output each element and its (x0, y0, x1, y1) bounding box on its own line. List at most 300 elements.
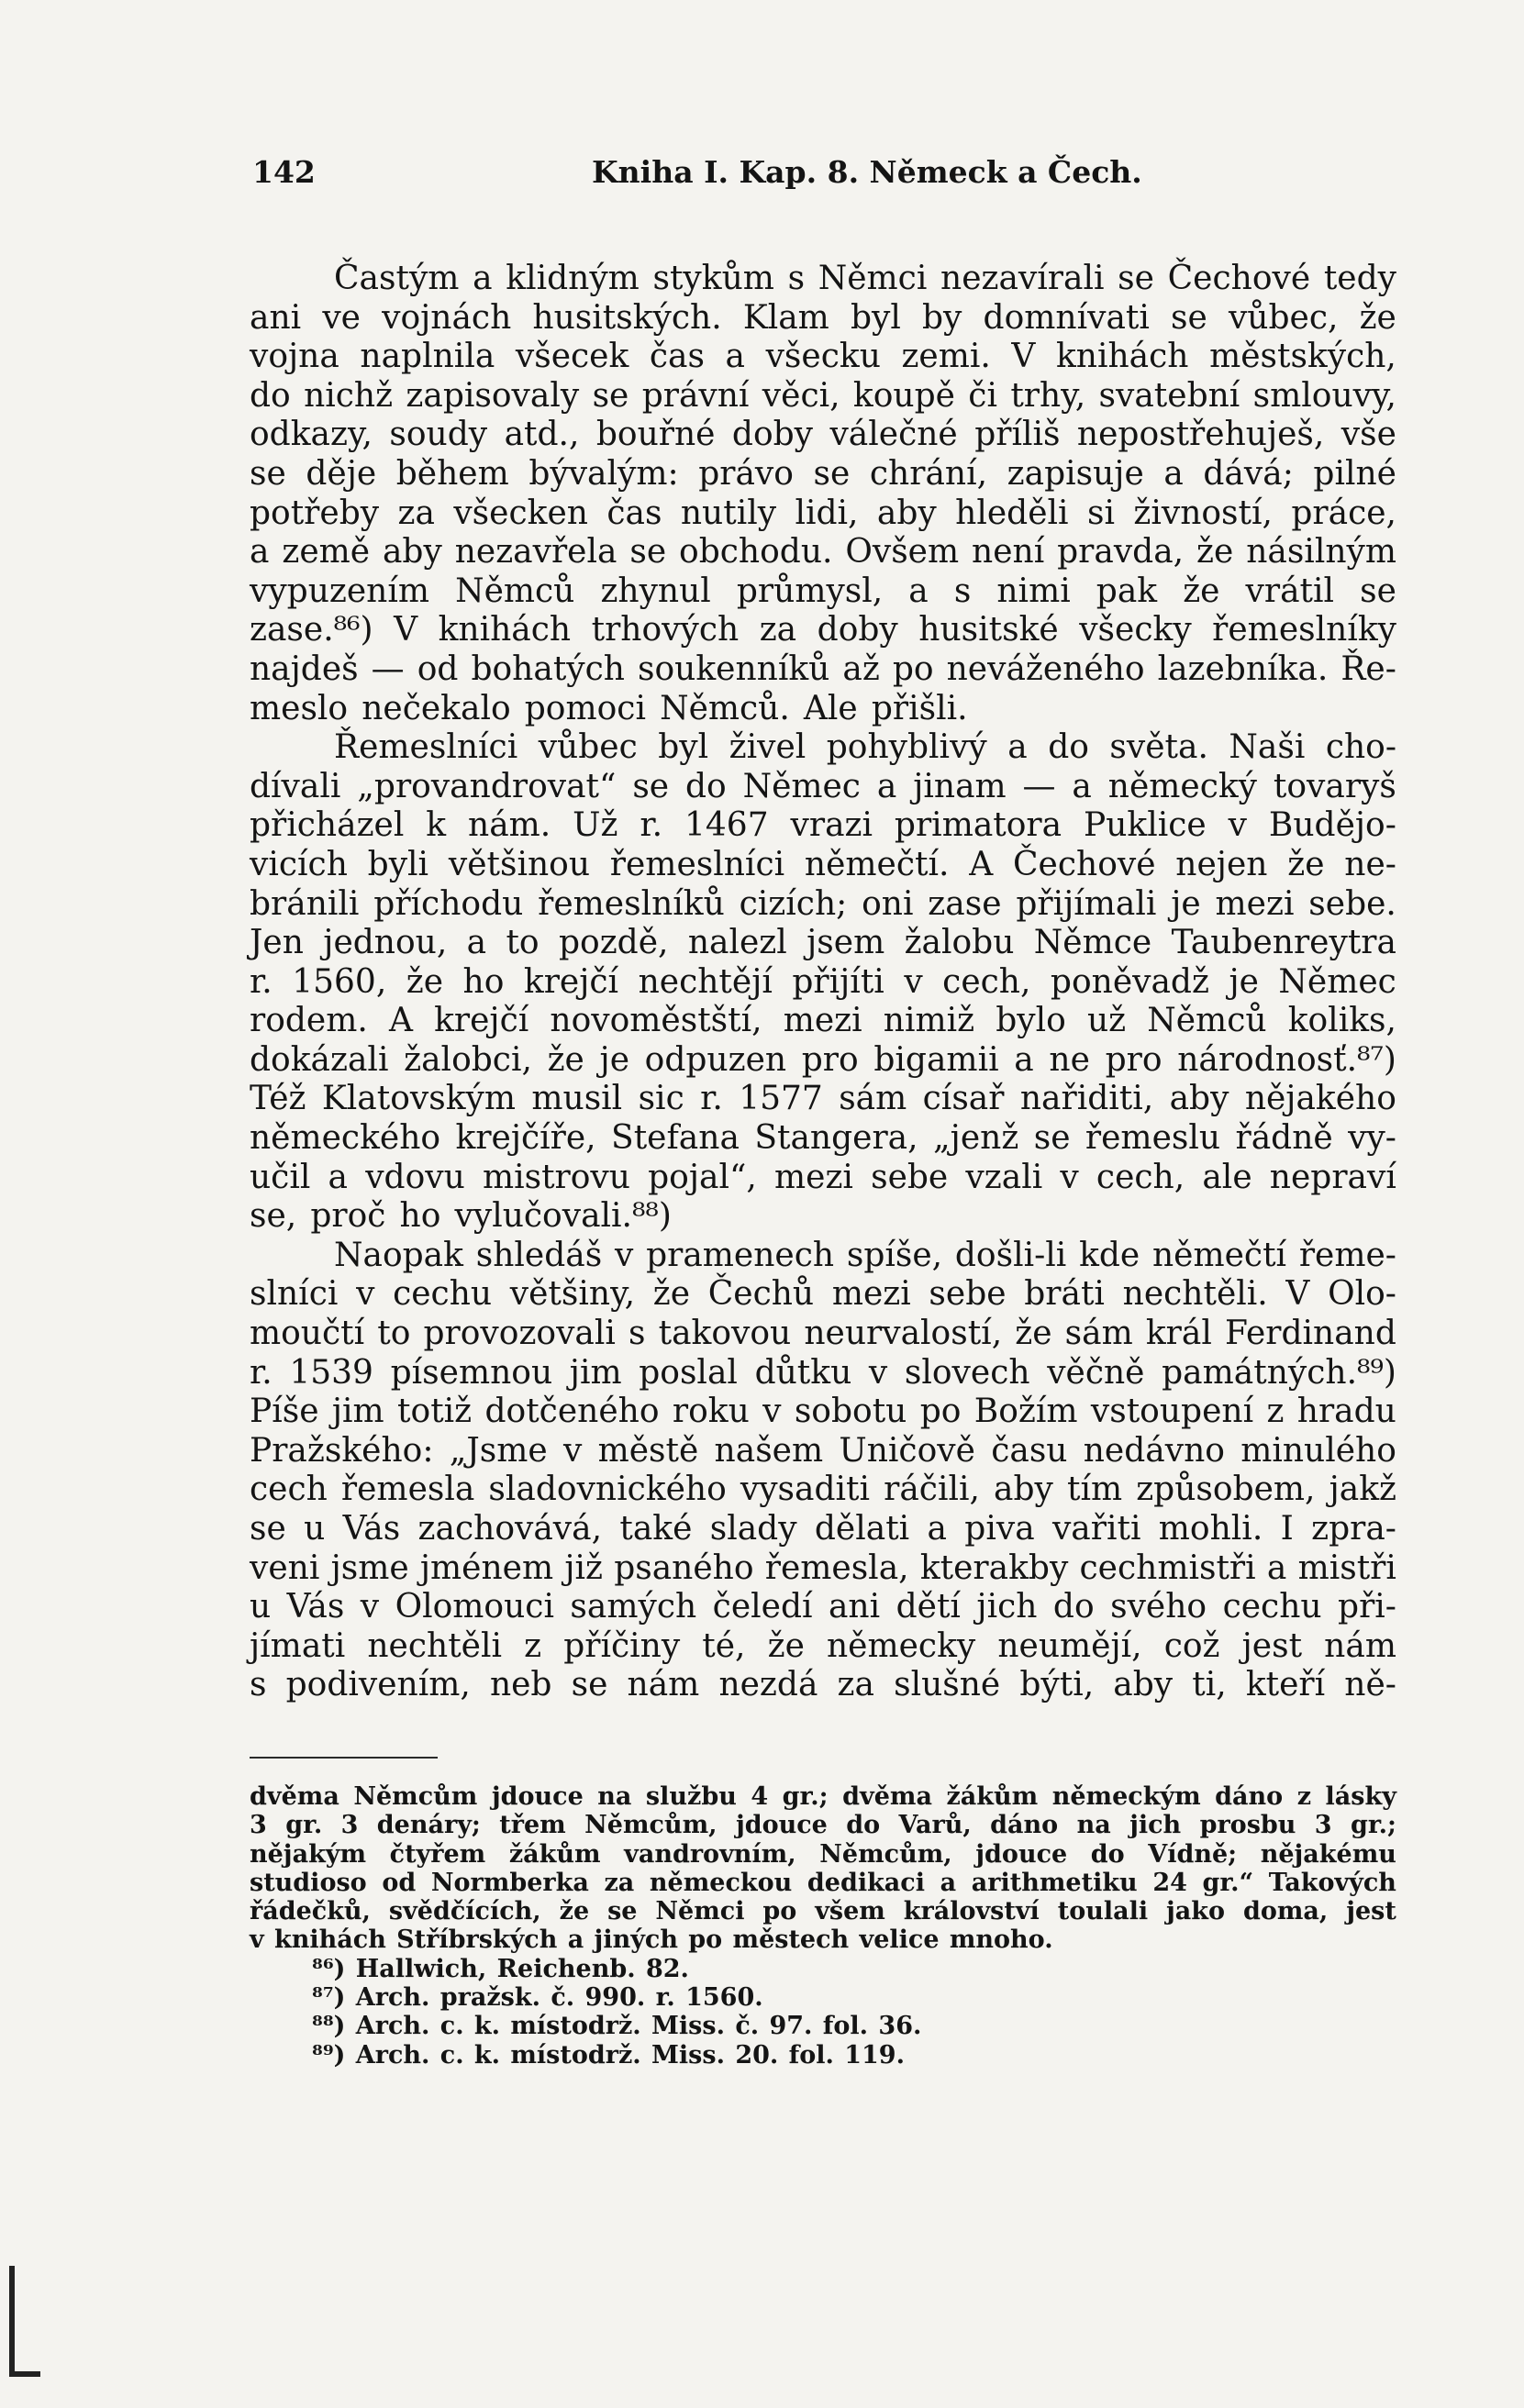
word: nalezl (687, 924, 787, 962)
footnote-line (250, 1840, 1396, 1869)
word: Čechů (707, 1275, 815, 1314)
word: a (927, 1510, 947, 1548)
word: gr.“ (1202, 1868, 1254, 1897)
word: vůbec, (1228, 298, 1339, 337)
word: arithmetiku (971, 1868, 1138, 1897)
word: zase (928, 884, 1002, 923)
word: při- (1338, 1588, 1396, 1626)
word: Takových (1268, 1868, 1396, 1897)
word: č. (551, 1983, 575, 2013)
word: samých (570, 1588, 697, 1626)
word: ho (399, 1197, 441, 1236)
word: všecku (765, 338, 881, 376)
word: do (1090, 1839, 1125, 1869)
word: ale (1202, 1158, 1252, 1196)
word: od (382, 1868, 417, 1897)
word: nepraví (1269, 1158, 1396, 1196)
word: dívali (250, 767, 341, 805)
page-header (252, 154, 1399, 200)
word: svatební (1098, 376, 1240, 415)
word: vysaditi (740, 1470, 871, 1509)
word: Ře- (1340, 649, 1396, 688)
word: a (466, 924, 487, 962)
word: písemnou (390, 1353, 553, 1392)
word: dokázali (250, 1040, 389, 1079)
word: piva (964, 1510, 1035, 1548)
footnote-line (250, 1955, 1396, 1983)
word: do (1052, 1588, 1095, 1626)
word: zase.⁸⁶) (250, 611, 373, 649)
word: se (1118, 260, 1154, 297)
word: řemesla (340, 1470, 475, 1509)
word: 3 (340, 1811, 359, 1840)
page-edge-mark (9, 2371, 40, 2377)
word: zapisovaly (406, 376, 580, 415)
word: do (250, 376, 291, 415)
text-line (250, 650, 1396, 690)
word: už (1086, 1002, 1127, 1040)
word: dáno (1215, 1782, 1284, 1811)
word: svědčících, (388, 1897, 541, 1926)
word: jménem (419, 1548, 554, 1587)
word: dedikaci (806, 1868, 925, 1897)
word: čeledí (712, 1588, 813, 1626)
word: dětí (895, 1588, 961, 1626)
word: Uničově (839, 1431, 975, 1470)
word: se, (250, 1197, 297, 1236)
word: děje (306, 454, 377, 493)
word: podivením, (285, 1666, 471, 1704)
word: cech, (942, 962, 1031, 1001)
word: c. (439, 2040, 464, 2070)
word: tovaryš (1273, 767, 1396, 805)
word: k (426, 806, 447, 845)
word: ne (1049, 1040, 1090, 1079)
word: Normberka (430, 1868, 589, 1897)
word: se (250, 1510, 286, 1548)
word: v (762, 1393, 782, 1431)
word: se (571, 1666, 608, 1704)
word: němečtí. (804, 845, 950, 883)
word: že (1015, 1315, 1052, 1353)
word: císař (922, 1080, 1005, 1118)
word: od (417, 649, 459, 688)
word: Němec (1278, 962, 1396, 1001)
text-line (250, 1275, 1396, 1315)
word: c. (439, 2012, 464, 2041)
word: Píše (250, 1393, 319, 1431)
text-line (250, 1627, 1396, 1667)
word: Vás (342, 1510, 401, 1548)
word: atd., (504, 416, 580, 454)
word: Budějo- (1268, 806, 1396, 845)
word: bylo (996, 1002, 1066, 1040)
word: cechmistři (1079, 1548, 1256, 1587)
word: se (1360, 571, 1396, 610)
word: koliks, (1287, 1002, 1396, 1040)
word: soukenníků (638, 649, 830, 688)
word: — (1022, 767, 1056, 805)
word: mezi (1215, 884, 1295, 923)
word: nechtěli. (1122, 1275, 1268, 1314)
word: 1467 (684, 806, 769, 845)
word: slušné (894, 1666, 1001, 1704)
word: r. (655, 1983, 675, 2013)
word: se (1171, 298, 1207, 337)
word: cechu (393, 1275, 493, 1314)
word: s (953, 571, 972, 610)
word: vojna (250, 338, 339, 376)
word: pozdě, (558, 924, 669, 962)
word: žalobci, (404, 1040, 532, 1079)
word: přicházel (250, 806, 405, 845)
text-line (250, 1002, 1396, 1041)
word: práce, (1291, 494, 1396, 532)
word: bývalým: (528, 454, 679, 493)
word: — (371, 649, 405, 688)
word: během (395, 454, 509, 493)
word: vrazi (790, 806, 873, 845)
word: jdouce (491, 1782, 584, 1811)
word: Miss. (651, 2040, 725, 2070)
text-line (250, 963, 1396, 1003)
word: násilným (1246, 533, 1396, 571)
word: ⁸⁸) (312, 2012, 346, 2041)
word: proč (310, 1197, 386, 1236)
word: A (388, 1002, 413, 1040)
word: krejčíře, (455, 1119, 596, 1158)
word: Němcům, (819, 1839, 952, 1869)
word: je (1229, 962, 1259, 1001)
word: Jen (250, 924, 304, 962)
word: kterakby (919, 1548, 1069, 1587)
text-line (250, 572, 1396, 612)
word: hleděli (955, 494, 1069, 532)
word: nějakého (1244, 1080, 1396, 1118)
word: Arch. (355, 2012, 430, 2041)
text-line (250, 1588, 1396, 1627)
word: řemeslníků (538, 884, 725, 923)
word: řemeslu (1085, 1119, 1221, 1158)
word: potřeby (250, 494, 380, 532)
footnote-line (250, 1983, 1396, 2012)
word: což (1163, 1626, 1220, 1665)
word: krejčí (434, 1002, 529, 1040)
word: gr. (285, 1811, 323, 1840)
word: 36. (878, 2012, 922, 2041)
word: knihách (1055, 338, 1189, 376)
word: cizích; (739, 884, 848, 923)
word: mistři (1297, 1548, 1396, 1587)
word: I (1280, 1510, 1294, 1548)
word: nějakému (1260, 1839, 1396, 1869)
word: přijímali (1016, 884, 1157, 923)
word: země (282, 533, 371, 571)
word: aby (994, 1470, 1053, 1509)
word: lazebníka. (1157, 649, 1329, 688)
word: že (767, 1626, 805, 1665)
word: pilné (1313, 454, 1396, 493)
word: jdouce (975, 1839, 1068, 1869)
word: Arch. (355, 2040, 430, 2070)
word: provozovali (423, 1315, 616, 1353)
word: vylučovali.⁸⁸) (454, 1197, 672, 1236)
word: zachovává, (417, 1510, 603, 1548)
word: A (969, 845, 994, 883)
text-line (250, 846, 1396, 885)
word: „Jsme (449, 1431, 548, 1470)
word: jakž (1329, 1470, 1396, 1509)
word: nezavřela (454, 533, 617, 571)
word: r. (640, 806, 663, 845)
word: aby (382, 533, 442, 571)
word: německým (1051, 1782, 1201, 1811)
footnote-line (250, 1897, 1396, 1925)
word: Němci (818, 260, 928, 297)
word: že (559, 1897, 590, 1926)
word: Němec (742, 767, 861, 805)
word: vicích (250, 845, 348, 883)
word: ⁸⁷) (312, 1983, 346, 2013)
text-line (250, 377, 1396, 416)
word: Ale (803, 689, 858, 727)
word: č. (735, 2012, 760, 2041)
text-line (250, 690, 1396, 729)
word: nepostřehuješ, (1076, 416, 1325, 454)
word: je (599, 1040, 629, 1079)
word: nečekalo (362, 689, 511, 727)
word: již (564, 1548, 603, 1587)
word: za (759, 611, 797, 649)
word: „provandrovat“ (357, 767, 617, 805)
word: jim (331, 1393, 384, 1431)
word: a (250, 533, 270, 571)
word: zapisuje (1007, 454, 1144, 493)
word: u (304, 1510, 326, 1548)
word: Němci (655, 1897, 745, 1926)
word: r. (250, 962, 273, 1001)
word: trhových (591, 611, 740, 649)
word: čas (606, 494, 662, 532)
word: sebe. (1308, 884, 1396, 923)
word: v (1228, 806, 1247, 845)
word: oni (862, 884, 914, 923)
word: dává; (1203, 454, 1294, 493)
word: do (1048, 728, 1089, 767)
word: nařiditi, (1019, 1080, 1154, 1118)
word: žákům (946, 1782, 1039, 1811)
word: najdeš (250, 649, 359, 688)
text-line (250, 1432, 1396, 1471)
word: německého (250, 1119, 441, 1158)
word: řemeslníky (1212, 611, 1396, 649)
word: Arch. (355, 1983, 430, 2013)
word: kde (1079, 1236, 1140, 1274)
word: zemi. (901, 338, 991, 376)
word: r. (250, 1353, 273, 1392)
word: Klatovským (321, 1080, 516, 1118)
word: neb (489, 1666, 552, 1704)
word: a (328, 1158, 349, 1196)
word: a (1072, 767, 1092, 805)
word: 24 (1152, 1868, 1187, 1897)
word: by (922, 298, 962, 337)
word: mezi (774, 1158, 853, 1196)
word: 1560. (685, 1983, 763, 2013)
word: domnívati (983, 298, 1150, 337)
word: aby (1169, 1080, 1229, 1118)
word: knihách (438, 611, 572, 649)
text-line (250, 1159, 1396, 1198)
word: všem (815, 1897, 885, 1926)
word: 3 (250, 1811, 267, 1840)
word: studioso (250, 1868, 367, 1897)
word: a (940, 1868, 957, 1897)
word: došli-li (954, 1236, 1067, 1274)
word: Stangera, (754, 1119, 918, 1158)
text-line (250, 338, 1396, 377)
word: času (991, 1431, 1068, 1470)
word: na (1076, 1811, 1111, 1840)
word: byl (658, 728, 709, 767)
word: odkazy, (250, 416, 373, 454)
word: k. (473, 2040, 501, 2070)
text-line (250, 1393, 1396, 1432)
word: mezi (831, 1275, 911, 1314)
word: za (604, 1868, 635, 1897)
word: v (1060, 1158, 1079, 1196)
word: Stříbrských (396, 1925, 558, 1955)
word: jest (1241, 1626, 1303, 1665)
word: slovech (904, 1353, 1030, 1392)
word: s (250, 1666, 267, 1704)
word: příchodu (373, 884, 524, 923)
footnote-line (250, 2012, 1396, 2040)
word: V (1285, 1275, 1310, 1314)
word: prosbu (1199, 1811, 1296, 1840)
word: se (250, 454, 286, 493)
word: soudy (389, 416, 488, 454)
word: s (629, 1315, 646, 1353)
word: aby (876, 494, 937, 532)
word: s (787, 260, 806, 297)
word: doma, (1242, 1897, 1329, 1926)
word: velice (859, 1925, 940, 1955)
word: nutily (680, 494, 777, 532)
word: 20. (735, 2040, 779, 2070)
word: to (506, 924, 540, 962)
word: se (632, 767, 670, 805)
word: naplnila (360, 338, 495, 376)
word: Olomouci (395, 1588, 554, 1626)
word: trhy, (1010, 376, 1086, 415)
word: ráčili, (884, 1470, 980, 1509)
word: u (250, 1588, 272, 1626)
word: příčiny (563, 1626, 681, 1665)
main-text (250, 260, 1396, 1705)
word: živností, (1133, 494, 1273, 532)
text-line (250, 611, 1396, 650)
word: vařiti (1051, 1510, 1141, 1548)
word: kteří (1245, 1666, 1326, 1704)
text-line (250, 416, 1396, 455)
word: primatora (894, 806, 1062, 845)
word: v (360, 1588, 380, 1626)
word: že (1196, 533, 1234, 571)
word: lásky (1325, 1782, 1396, 1811)
word: nichž (304, 376, 394, 415)
word: městských, (1209, 338, 1396, 376)
text-line (250, 299, 1396, 338)
word: právo (698, 454, 794, 493)
word: 1539 (289, 1353, 373, 1392)
word: království (903, 1897, 1040, 1926)
word: to (377, 1315, 411, 1353)
word: se (813, 454, 851, 493)
word: službu (645, 1782, 737, 1811)
word: jim (569, 1353, 622, 1392)
word: knihách (274, 1925, 386, 1955)
footnote-line (250, 1925, 1396, 1954)
word: byl (850, 298, 901, 337)
word: pojal“, (648, 1158, 757, 1196)
word: krejčí (523, 962, 619, 1001)
word: až (842, 649, 880, 688)
word: a (1007, 728, 1028, 767)
word: vůbec (538, 728, 638, 767)
word: Taubenreytra (1171, 924, 1396, 962)
word: všecken (453, 494, 588, 532)
word: nechtějí (638, 962, 773, 1001)
word: hradu (1296, 1393, 1396, 1431)
word: 82. (645, 1954, 689, 1983)
word: vojnách (382, 298, 512, 337)
running-head: Kniha I. Kap. 8. Německ a Čech. (592, 154, 1142, 190)
word: gr.; (1350, 1811, 1396, 1840)
word: vstoupení (1090, 1393, 1254, 1431)
word: pravda, (1057, 533, 1185, 571)
word: smlouvy, (1252, 376, 1396, 415)
word: Varů, (898, 1811, 972, 1840)
word: řádně (1235, 1119, 1333, 1158)
word: neurvalostí, (804, 1315, 1003, 1353)
footnote-line (250, 1811, 1396, 1839)
word: r. (700, 1080, 723, 1118)
word: místodrž. (510, 2012, 641, 2041)
word: fol. (788, 2040, 834, 2070)
word: mistrovu (482, 1158, 630, 1196)
word: učil (250, 1158, 311, 1196)
word: z (1296, 1782, 1312, 1811)
word: Ovšem (845, 533, 960, 571)
word: v (868, 1353, 888, 1392)
text-line (250, 1197, 1396, 1237)
word: psaného (614, 1548, 754, 1587)
word: denáry; (376, 1811, 481, 1840)
word: slníci (250, 1275, 339, 1314)
word: právní (641, 376, 750, 415)
word: husitské (918, 611, 1059, 649)
word: tím (1067, 1470, 1123, 1509)
word: sic (638, 1080, 684, 1118)
word: příliš (974, 416, 1061, 454)
word: Naopak (334, 1236, 463, 1274)
word: z (524, 1626, 542, 1665)
word: dotčeného (484, 1393, 660, 1431)
word: se (629, 533, 667, 571)
word: jdouce (735, 1811, 828, 1840)
word: Čechové (1013, 845, 1156, 883)
